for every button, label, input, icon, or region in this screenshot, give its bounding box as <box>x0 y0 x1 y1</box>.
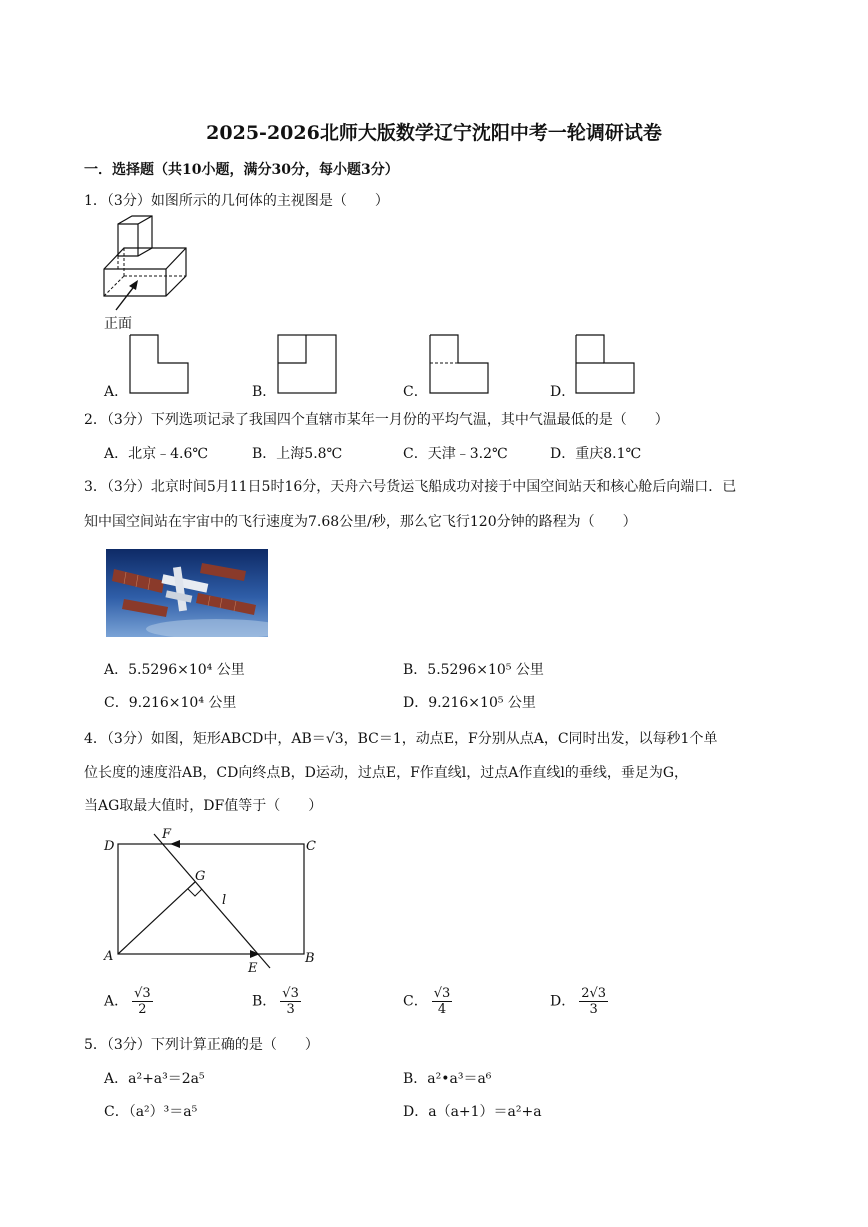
question-5-option-a[interactable]: A．a²+a³＝2a⁵ <box>104 1071 205 1087</box>
option-d-figure[interactable] <box>574 333 638 395</box>
question-4-line-1: 4．（3分）如图，矩形ABCD中，AB＝√3，BC＝1，动点E，F分别从点A，C同时出发，以每秒1个单 <box>84 731 718 747</box>
question-2-option-d[interactable]: D．重庆8.1℃ <box>550 446 642 462</box>
fraction-c-numerator: √3 <box>433 986 451 1001</box>
fraction-a-denominator: 2 <box>138 1002 147 1017</box>
point-g-label: G <box>195 869 206 884</box>
point-d-label: D <box>104 839 115 854</box>
option-d-label[interactable]: D． <box>550 384 576 400</box>
question-2-option-a[interactable]: A．北京﹣4.6℃ <box>104 446 209 462</box>
point-a-label: A <box>104 949 114 964</box>
question-5-text: 5．（3分）下列计算正确的是（ ） <box>84 1037 319 1053</box>
option-a-letter: A． <box>104 993 129 1010</box>
question-3-line-2: 知中国空间站在宇宙中的飞行速度为7.68公里/秒，那么它飞行120分钟的路程为（ ） <box>84 514 637 530</box>
option-b-letter: B． <box>252 993 277 1010</box>
fraction-d <box>579 986 608 1017</box>
question-4-line-3: 当AG取最大值时，DF值等于（ ） <box>84 798 323 814</box>
option-a-label[interactable]: A． <box>104 384 129 400</box>
question-3-option-b-text: B．5.5296×10⁵ 公里 <box>403 662 544 678</box>
fraction-d-denominator: 3 <box>589 1002 598 1017</box>
point-e-label: E <box>248 961 258 976</box>
question-3-option-b[interactable] <box>403 659 544 679</box>
fraction-b-numerator: √3 <box>282 986 299 1001</box>
question-3-option-d[interactable] <box>403 692 536 712</box>
space-station-photo <box>106 549 268 637</box>
fraction-b-denominator: 3 <box>286 1002 295 1017</box>
fraction-c-denominator: 4 <box>437 1002 447 1017</box>
question-2-text: 2．（3分）下列选项记录了我国四个直辖市某年一月份的平均气温，其中气温最低的是（ ） <box>84 412 669 428</box>
point-c-label: C <box>306 839 316 854</box>
question-5-option-c[interactable]: C．（a²）³＝a⁵ <box>104 1104 198 1120</box>
fraction-a-numerator: √3 <box>134 986 151 1001</box>
point-b-label: B <box>305 951 315 966</box>
front-view-label: 正面 <box>104 316 132 332</box>
question-4-option-c[interactable] <box>403 986 452 1017</box>
option-c-figure[interactable] <box>428 333 492 395</box>
question-4-line-2: 位长度的速度沿AB，CD向终点B，D运动，过点E，F作直线l，过点A作直线l的垂线，垂足为G， <box>84 765 689 781</box>
question-2-option-b[interactable]: B．上海5.8℃ <box>252 446 343 462</box>
question-3-option-c[interactable] <box>104 692 236 712</box>
option-c-letter: C． <box>403 993 428 1010</box>
question-3-option-a[interactable] <box>104 659 245 679</box>
question-4-option-d[interactable] <box>550 986 608 1017</box>
fraction-c <box>432 986 453 1017</box>
option-a-figure[interactable] <box>128 333 190 395</box>
page-title: 2025-2026北师大版数学辽宁沈阳中考一轮调研试卷 <box>206 122 662 144</box>
question-1-text: 1．（3分）如图所示的几何体的主视图是（ ） <box>84 193 389 209</box>
question-3-option-d-text: D．9.216×10⁵ 公里 <box>403 695 536 711</box>
question-5-option-d[interactable]: D．a（a+1）＝a²+a <box>403 1104 542 1120</box>
option-b-label[interactable]: B． <box>252 384 277 400</box>
question-4-option-a[interactable] <box>104 986 153 1017</box>
question-3-line-1: 3．（3分）北京时间5月11日5时16分，天舟六号货运飞船成功对接于中国空间站天和核心舱后向端口．已 <box>84 479 737 495</box>
question-3-option-c-text: C．9.216×10⁴ 公里 <box>104 695 237 711</box>
question-2-option-c[interactable]: C．天津﹣3.2℃ <box>403 446 508 462</box>
question-4-option-b[interactable] <box>252 986 301 1017</box>
fraction-a <box>132 986 153 1017</box>
question-5-option-b[interactable]: B．a²•a³＝a⁶ <box>403 1071 492 1087</box>
fraction-b <box>280 986 301 1017</box>
fraction-d-numerator: 2√3 <box>581 986 607 1001</box>
option-b-figure[interactable] <box>276 333 338 395</box>
rectangle-diagram <box>100 822 330 978</box>
section-heading: 一．选择题（共10小题，满分30分，每小题3分） <box>84 162 399 178</box>
line-l-label: l <box>222 893 227 908</box>
question-3-option-a-text: A．5.5296×10⁴ 公里 <box>104 662 245 678</box>
point-f-label: F <box>162 827 172 842</box>
option-d-letter: D． <box>550 993 576 1010</box>
option-c-label[interactable]: C． <box>403 384 428 400</box>
